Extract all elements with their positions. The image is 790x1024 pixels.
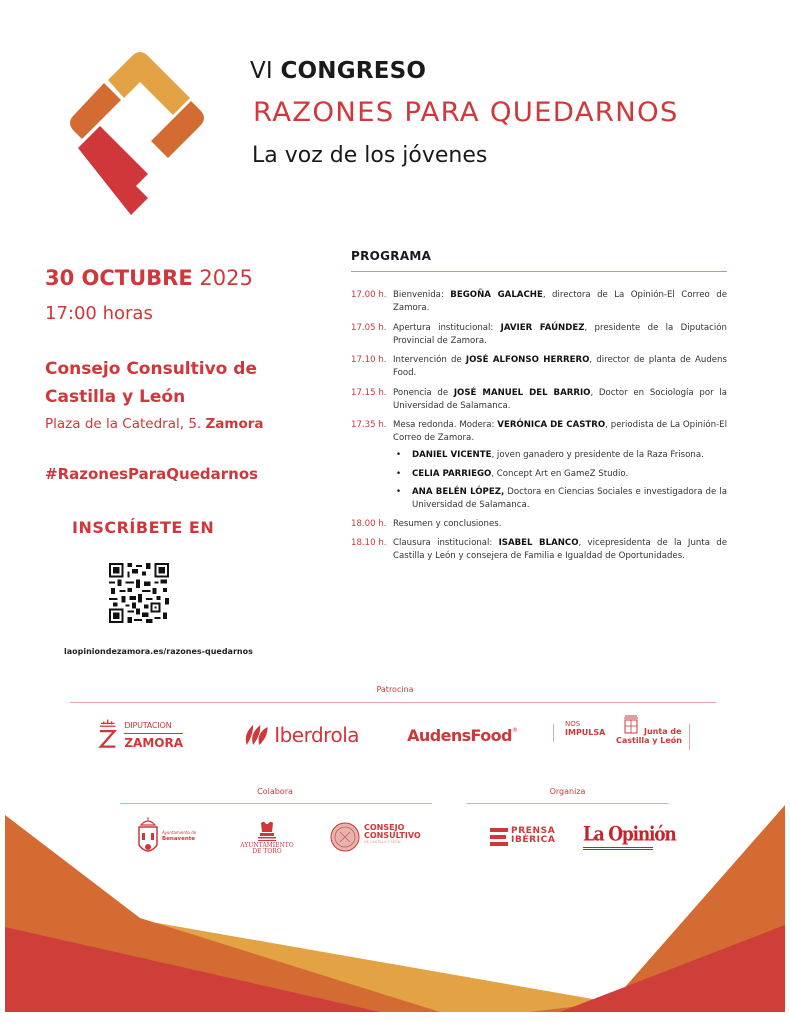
bullet-icon: •: [396, 450, 402, 460]
program-item: [351, 537, 727, 563]
program-item: [351, 322, 727, 348]
program-item: [351, 387, 727, 413]
castilla-leon-small-text: DE CASTILLA Y LEÓN: [364, 840, 401, 844]
iberdrola-text: Iberdrola: [274, 723, 359, 747]
registration-label: INSCRÍBETE EN: [72, 518, 215, 537]
event-address: Plaza de la Catedral, 5. Zamora: [45, 416, 264, 432]
program-item: [351, 518, 727, 531]
program-text: Apertura institucional: JAVIER FAÚNDEZ, presidente de la Diputación Provincial de Zamora.: [393, 322, 727, 346]
event-venue: Consejo Consultivo de Castilla y León: [45, 359, 257, 407]
program-time: 17.00 h.: [351, 290, 387, 300]
program-text: Bienvenida: BEGOÑA GALACHE, directora de La Opinión-El Correo de Zamora.: [393, 290, 727, 313]
castilla-leon-text: Castilla y León: [616, 735, 682, 745]
la-opinion-text: La Opinión: [583, 823, 676, 846]
nos-text: NOS: [565, 720, 581, 728]
program-time: 18.00 h.: [351, 518, 387, 529]
diputacion-text: DIPUTACION: [124, 720, 172, 730]
logo-iberdrola: [244, 720, 359, 750]
zamora-text: ZAMORA: [124, 735, 183, 750]
panelist-text: DANIEL VICENTE, joven ganadero y presidente de la Raza Frisona.: [412, 450, 704, 460]
bullet-icon: •: [396, 487, 402, 497]
panelist-text: ANA BELÉN LÓPEZ, Doctora en Ciencias Sociales e investigadora de la Universidad de Salamanca.: [412, 487, 728, 510]
ayuntamiento-text: Ayuntamiento de: [162, 830, 197, 835]
program-divider: [351, 271, 727, 272]
congress-subtitle: La voz de los jóvenes: [252, 143, 488, 168]
registered-mark: ®: [511, 726, 518, 734]
event-hashtag: #RazonesParaQuedarnos: [45, 465, 259, 483]
logo-ayuntamiento-benavente: [137, 817, 207, 859]
logo-la-opinion: [583, 823, 676, 851]
program-time: 17.35 h.: [351, 420, 387, 430]
iberdrola-leaves-icon: [244, 722, 271, 748]
prensa-iberica-bars-icon: [490, 828, 508, 846]
audens-text: AudensFood: [407, 725, 512, 745]
castilla-leon-shield-icon: [622, 715, 640, 735]
consejo-seal-icon: [330, 822, 360, 852]
program-time: 18.10 h.: [351, 538, 387, 548]
registration-url[interactable]: laopiniondezamora.es/razones-quedarnos: [64, 647, 253, 656]
consejo-text: CONSEJO: [364, 823, 405, 832]
program-text: Mesa redonda. Modera: VERÓNICA DE CASTRO, periodista de La Opinión-El Correo de Zamora.: [393, 420, 727, 443]
event-date: 30 OCTUBRE 2025: [45, 266, 253, 290]
program-item: [351, 419, 727, 445]
zamora-crown-icon: [97, 719, 118, 751]
impulsa-text: IMPULSA: [565, 728, 606, 737]
congress-edition: VI CONGRESO: [250, 58, 427, 84]
program-item: [351, 289, 727, 315]
junta-divider-right: [689, 724, 690, 750]
junta-text: Junta de: [644, 727, 682, 736]
program-time: 17.15 h.: [351, 387, 387, 398]
logo-diputacion-zamora: [97, 716, 183, 754]
sponsors-divider: [70, 702, 716, 703]
bullet-icon: •: [396, 468, 402, 479]
event-time: 17:00 horas: [45, 303, 153, 324]
program-item: [351, 354, 727, 380]
panelist-item: [393, 468, 727, 481]
organizers-label: Organiza: [549, 787, 586, 796]
program-title: PROGRAMA: [351, 249, 432, 263]
junta-divider-left: [553, 724, 554, 742]
program-text: Ponencia de JOSÉ MANUEL DEL BARRIO, Doctor en Sociología por la Universidad de Salamanca.: [393, 387, 727, 411]
program-text: Resumen y conclusiones.: [393, 518, 502, 529]
prensa-text: PRENSA: [511, 826, 556, 836]
program-text: Clausura institucional: ISABEL BLANCO, vicepresidenta de la Junta de Castilla y León y consejera de Familia e Igualdad de Oportunidades.: [393, 538, 727, 561]
toro-emblem-icon: [256, 820, 278, 842]
logo-nos-impulsa: [565, 721, 605, 737]
collaborators-label: Colabora: [257, 787, 293, 796]
collaborators-divider: [120, 803, 432, 804]
program-list: [351, 289, 727, 570]
panelist-item: [393, 449, 727, 462]
panelist-text: CELIA PARRIEGO, Concept Art en GameZ Studio.: [412, 468, 629, 479]
de-toro-text: DE TORO: [252, 848, 282, 855]
congress-logo-icon: [60, 45, 220, 225]
logo-audens-food: [405, 722, 520, 748]
logo-prensa-iberica: [490, 827, 560, 849]
qr-code-icon[interactable]: [109, 563, 169, 623]
program-text: Intervención de JOSÉ ALFONSO HERRERO, director de planta de Audens Food.: [393, 355, 727, 378]
benavente-shield-icon: [137, 817, 159, 857]
la-opinion-underline: [583, 847, 653, 848]
consultivo-text: CONSULTIVO: [364, 831, 421, 840]
panelist-item: [393, 486, 727, 512]
benavente-text: Benavente: [162, 836, 196, 842]
logo-junta-castilla-leon: [614, 715, 686, 746]
organizers-divider: [467, 803, 668, 804]
logo-ayuntamiento-toro: [230, 820, 304, 860]
congress-title: RAZONES PARA QUEDARNOS: [253, 97, 679, 128]
sponsors-label: Patrocina: [376, 685, 414, 694]
la-opinion-underline-2: [583, 849, 653, 850]
program-time: 17.05 h.: [351, 322, 387, 333]
program-time: 17.10 h.: [351, 355, 387, 365]
panelist-list: [393, 449, 727, 512]
iberica-text: IBÉRICA: [511, 835, 556, 846]
ayuntamiento-toro-text: AYUNTAMIENTO: [240, 842, 294, 849]
logo-consejo-consultivo: [330, 820, 430, 854]
